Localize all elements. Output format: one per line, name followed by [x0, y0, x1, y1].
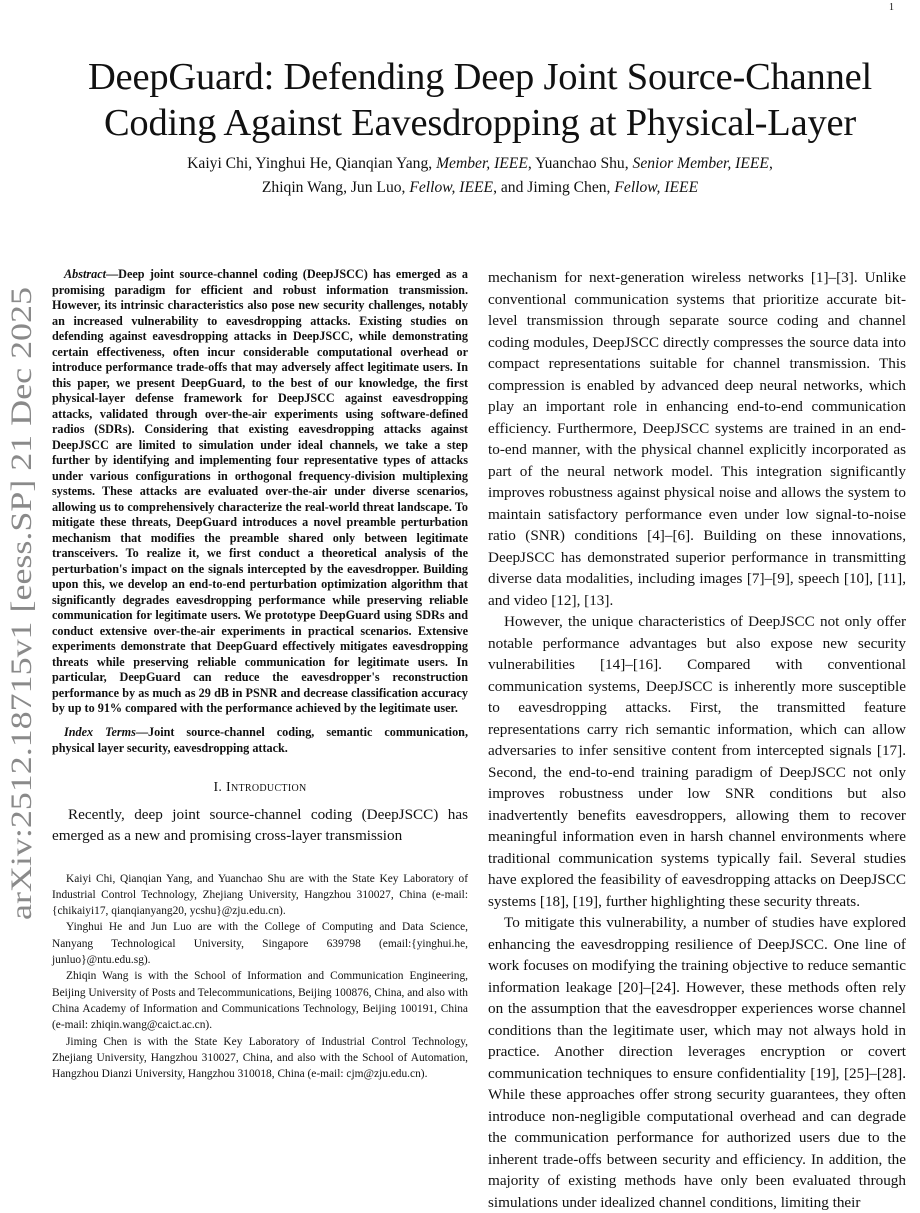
- author-role: Fellow, IEEE: [614, 179, 699, 196]
- author-names: Zhiqin Wang, Jun Luo,: [261, 179, 406, 196]
- footnote: Zhiqin Wang is with the School of Information and Communication Engineering, Beijing University of Posts and Telecommunications, Beijing 100876, China, and also with China Academy of Information and Communications Technology, Beijing 100191, China (e-mail: zhiqin.wang@caict.ac.cn).: [52, 970, 468, 1032]
- body-paragraph: To mitigate this vulnerability, a number of studies have explored enhancing the eavesdropping resilience of DeepJSCC. One line of work focuses on modifying the training objective to reduce semantic information leakage [20]–[24]. However, these methods often rely on the assumption that the eavesdropper experiences worse channel conditions than the legitimate user, which may not always hold in practice. Another direction leverages encryption or covert communication techniques to ensure confidentiality [19], [25]–[28]. While these approaches offer strong security guarantees, they often introduce non-negligible computational overhead and can degrade the communication performance for authorized users due to the inherent trade-offs between security and efficiency. In addition, the majority of existing methods have only been evaluated through simulations under idealized channel conditions, limiting their: [488, 914, 906, 1211]
- abstract-text: —Deep joint source-channel coding (DeepJSCC) has emerged as a promising paradigm for efficient and robust information transmission. However, its intrinsic characteristics also pose new security challenges, notably an increased vulnerability to eavesdropping attacks. Existing studies on defending against eavesdropping attacks in DeepJSCC, while demonstrating certain effectiveness, often incur considerable computational overhead or introduce performance trade-offs that may adversely affect legitimate users. In this paper, we present DeepGuard, to the best of our knowledge, the first physical-layer defense framework for DeepJSCC against eavesdropping attacks, validated through over-the-air experiments using software-defined radios (SDRs). Considering that existing eavesdropping attacks against DeepJSCC are limited to simulation under ideal channels, we take a step further by identifying and implementing four representative types of attacks under various configurations in orthogonal frequency-division multiplexing systems. These attacks are evaluated over-the-air under diverse scenarios, allowing us to comprehensively characterize the real-world threat landscape. To mitigate these threats, DeepGuard introduces a novel preamble perturbation mechanism that modifies the preamble shared only between legitimate transceivers. To realize it, we first conduct a theoretical analysis of the perturbation's impact on the signals intercepted by the eavesdropper. Building upon this, we develop an end-to-end perturbation optimization algorithm that significantly degrades eavesdropping performance while preserving reliable communication for legitimate users. We prototype DeepGuard using SDRs and conduct extensive over-the-air experiments in practical scenarios. Extensive experiments demonstrate that DeepGuard effectively mitigates eavesdropping threats while preserving reliable communication for legitimate users. In particular, DeepGuard can reduce the eavesdropper's reconstruction performance by as much as 29 dB in PSNR and decrease classification accuracy by up to 91% compared with the performance achieved by the legitimate user.: [52, 267, 468, 716]
- author-line-2: [40, 176, 920, 200]
- arxiv-identifier-text: arXiv:2512.18715v1 [eess.SP] 21 Dec 2025: [5, 391, 38, 920]
- page-number: 1: [889, 2, 894, 13]
- author-list: [40, 152, 920, 200]
- index-terms: [52, 725, 468, 756]
- index-terms-text: —Joint source-channel coding, semantic communication, physical layer security, eavesdropping attack.: [52, 724, 468, 755]
- author-names: , Yuanchao Shu,: [527, 155, 629, 172]
- footnote: Kaiyi Chi, Qianqian Yang, and Yuanchao Shu are with the State Key Laboratory of Industrial Control Technology, Zhejiang University, Hangzhou 310027, China (e-mail:{chikaiyi17, qianqianyang20, ycshu}@zju.edu.cn).: [52, 872, 468, 918]
- arxiv-identifier: [5, 287, 38, 920]
- author-separator: ,: [768, 155, 773, 172]
- body-paragraph: However, the unique characteristics of DeepJSCC not only offer notable performance advantages but also expose new security vulnerabilities [14]–[16]. Compared with conventional communication systems, DeepJSCC is inherently more susceptible to eavesdropping attacks. First, the transmitted feature representations carry rich semantic information, which can allow adversaries to infer sensitive content from intercepted signals [17]. Second, the end-to-end training paradigm of DeepJSCC not only improves robustness under low SNR conditions but also inadvertently benefits eavesdroppers, allowing them to recover meaningful information even in harsh channel environments where traditional communication systems typically fail. Several studies have explored the feasibility of eavesdropping attacks on DeepJSCC systems [18], [19], further highlighting these security threats.: [488, 613, 906, 910]
- index-terms-label: Index Terms: [64, 724, 136, 739]
- left-column: [52, 267, 468, 1082]
- section-number: I.: [213, 780, 227, 796]
- author-role: Member, IEEE: [436, 155, 528, 172]
- footnote-spacer: [52, 847, 468, 871]
- paper-title-line-2: Coding Against Eavesdropping at Physical-Layer: [103, 102, 857, 144]
- author-role: Fellow, IEEE: [409, 179, 494, 196]
- footnote: Yinghui He and Jun Luo are with the College of Computing and Data Science, Nanyang Technological University, Singapore 639798 (email:{yinghui.he, junluo}@ntu.edu.sg).: [52, 921, 468, 967]
- paper-title: [40, 54, 920, 146]
- author-names: Kaiyi Chi, Yinghui He, Qianqian Yang,: [187, 155, 433, 172]
- author-role: Senior Member, IEEE: [632, 155, 769, 172]
- right-column: [488, 267, 906, 1213]
- author-names: , and Jiming Chen,: [493, 179, 611, 196]
- author-line-1: [40, 152, 920, 176]
- abstract-label: Abstract: [64, 267, 106, 281]
- section-heading-introduction: [52, 778, 468, 798]
- body-paragraph: mechanism for next-generation wireless networks [1]–[3]. Unlike conventional communication systems that prioritize accurate bit-level transmission through separate source coding and channel coding modules, DeepJSCC directly compresses the source data into compact representations suitable for channel transmission. This compression is enabled by advanced deep neural networks, which play an important role in enhancing end-to-end communication efficiency. Furthermore, DeepJSCC systems are trained in an end-to-end manner, with the physical channel explicitly incorporated as part of the neural network model. This integration significantly improves robustness against physical noise and allows the system to maintain satisfactory performance even under low signal-to-noise ratio (SNR) conditions [4]–[6]. Building on these innovations, DeepJSCC has demonstrated superior performance in transmitting diverse data modalities, including images [7]–[9], speech [10], [11], and video [12], [13].: [488, 269, 906, 609]
- paper-title-line-1: DeepGuard: Defending Deep Joint Source-Channel: [87, 56, 873, 98]
- intro-paragraph: Recently, deep joint source-channel coding (DeepJSCC) has emerged as a new and promising cross-layer transmission: [52, 806, 468, 845]
- footnote: Jiming Chen is with the State Key Laboratory of Industrial Control Technology, Zhejiang University, Hangzhou 310027, China, and also with the School of Automation, Hangzhou Dianzi University, Hangzhou 310018, China (e-mail: cjm@zju.edu.cn).: [52, 1035, 468, 1081]
- section-title: Introduction: [226, 780, 307, 796]
- abstract: [52, 267, 468, 717]
